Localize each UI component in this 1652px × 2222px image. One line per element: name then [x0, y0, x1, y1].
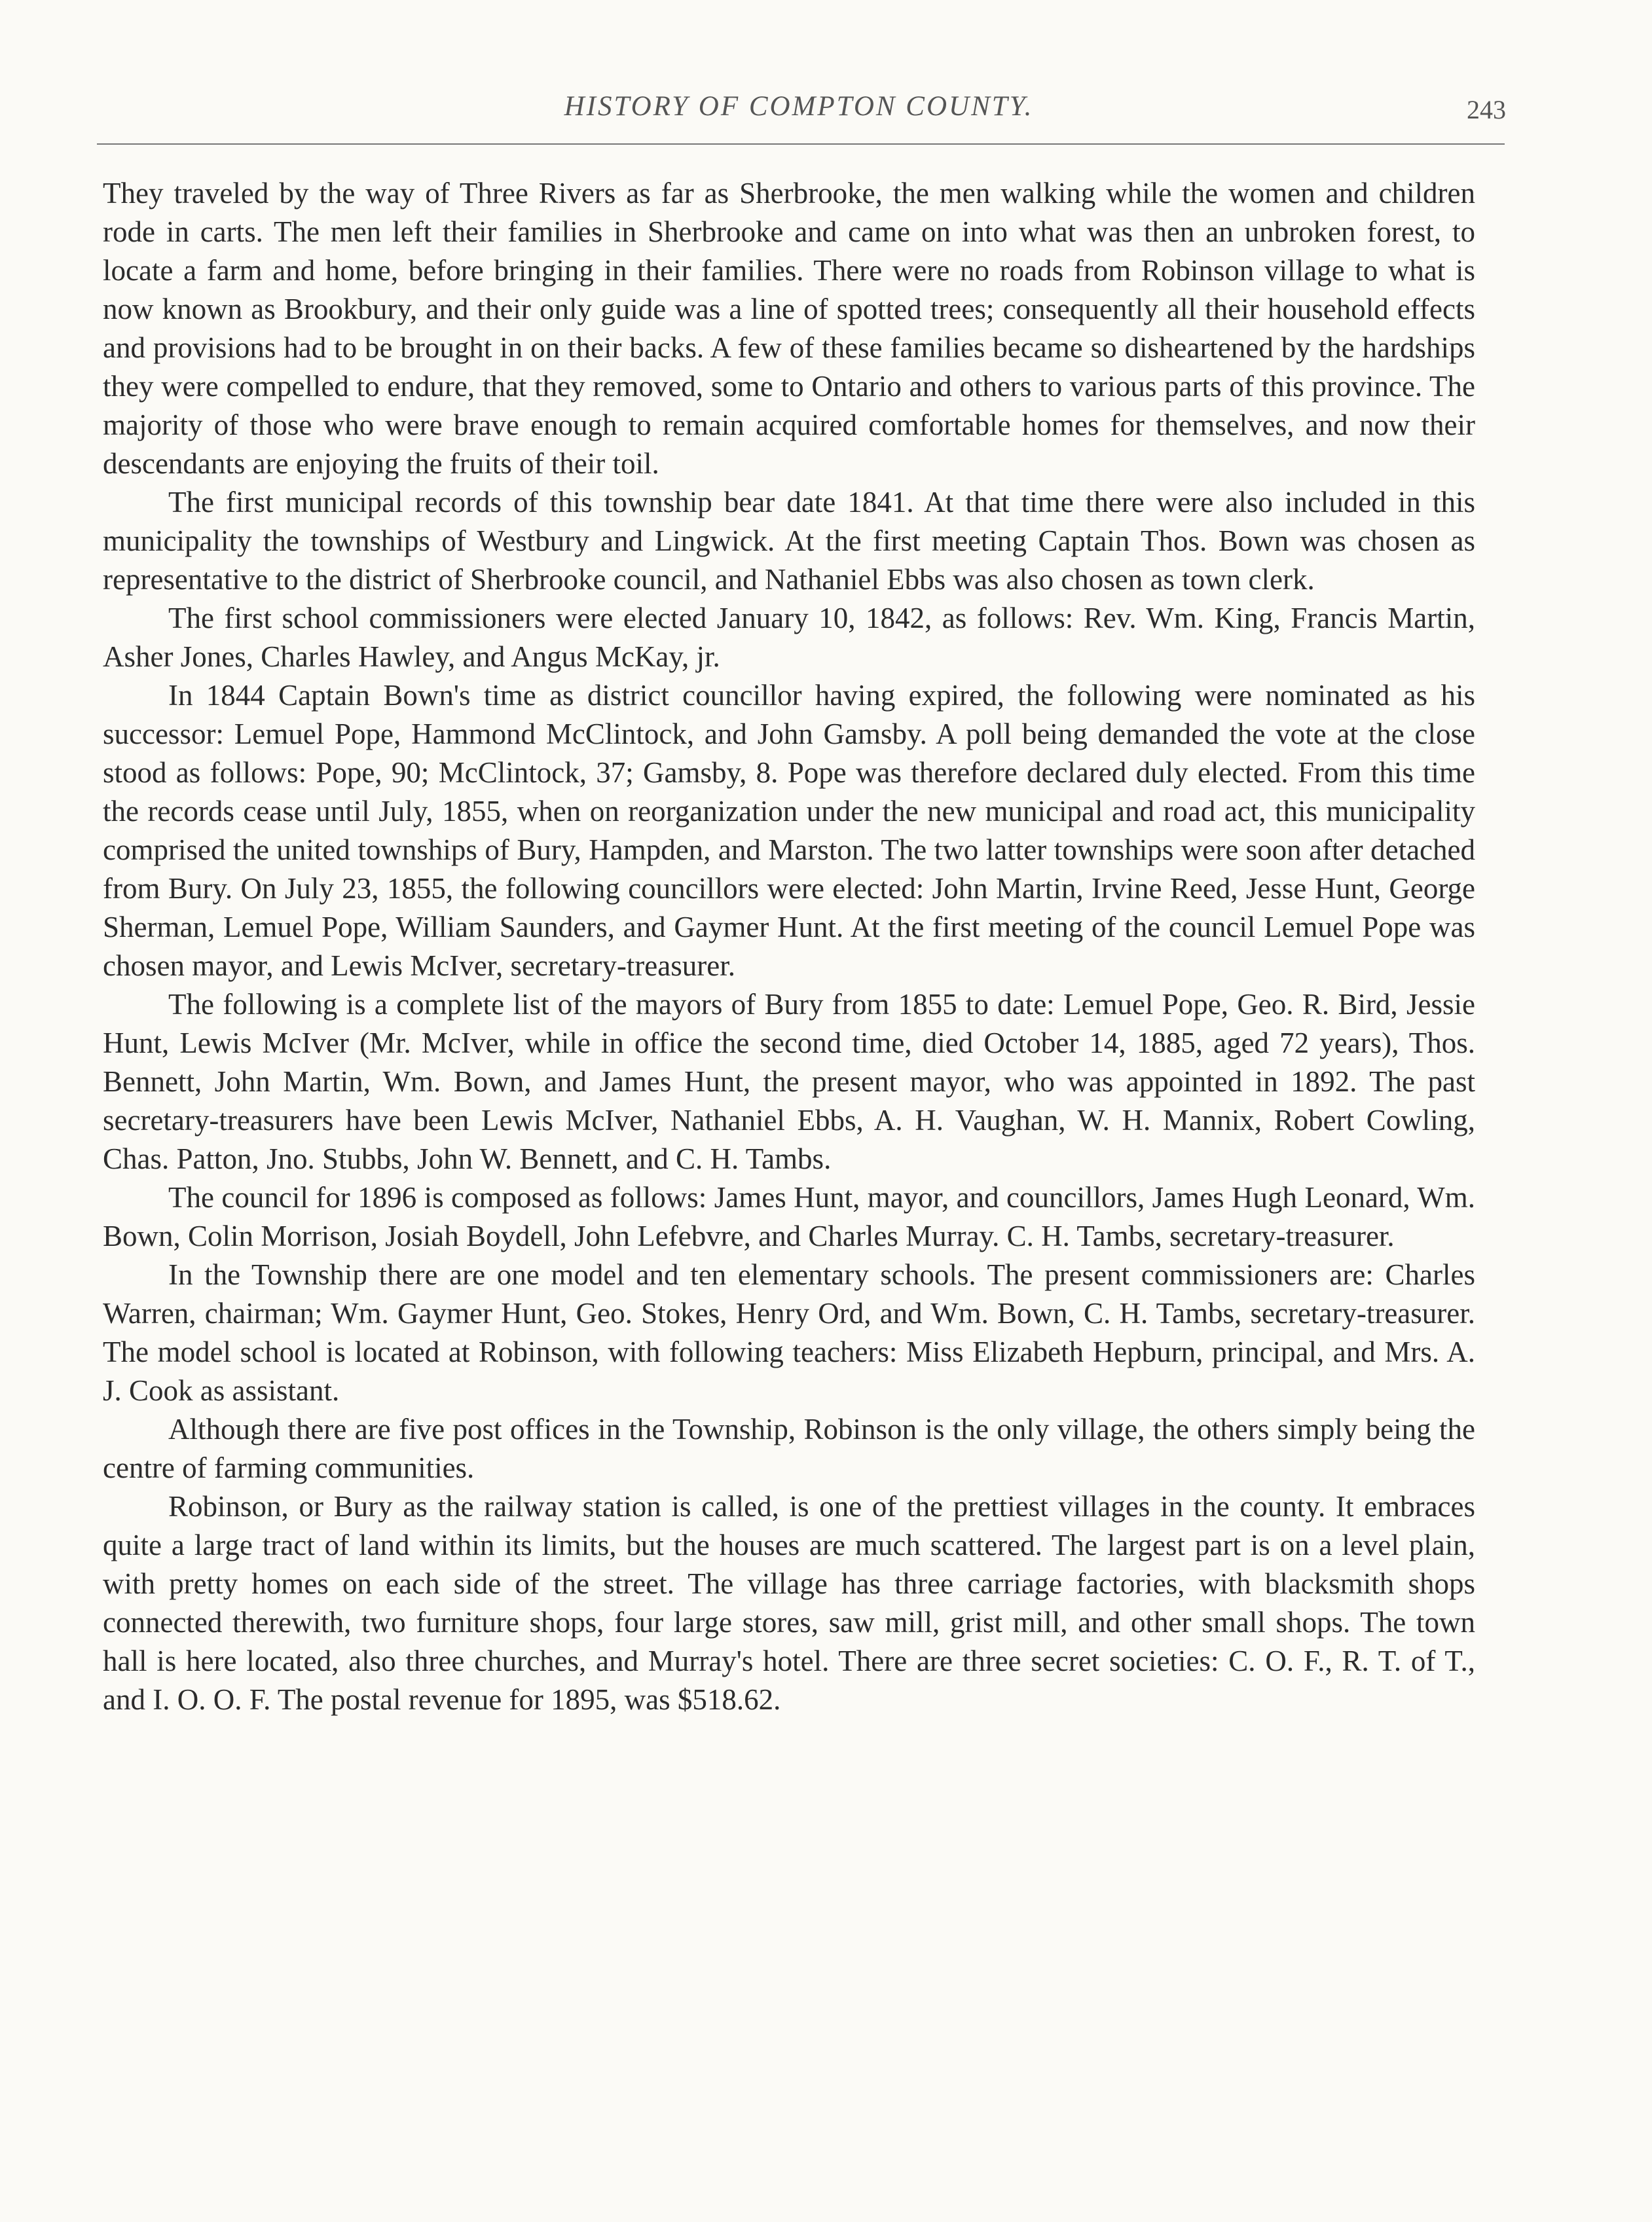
- page-number: 243: [1467, 95, 1506, 124]
- paragraph-post-offices: Although there are five post offices in the Township, Robinson is the only village, the others simply being the centre of farming communities.: [103, 1413, 1475, 1484]
- paragraph-schools: In the Township there are one model and ten elementary schools. The present commissioners are: Charles Warren, chairman; Wm. Gaymer Hunt, Geo. Stokes, Henry Ord, and Wm. Bown, C. H. Tambs, secretary-treasurer. The model school is located at Robinson, with following teachers: Miss Elizabeth Hepburn, principal, and Mrs. A. J. Cook as assistant.: [103, 1258, 1475, 1407]
- running-head: [92, 90, 1506, 143]
- paragraph-councillors-1844: In 1844 Captain Bown's time as district councillor having expired, the following were nominated as his successor: Lemuel Pope, Hammond McClintock, and John Gamsby. A poll being demanded the vote at the close stood as follows: Pope, 90; McClintock, 37; Gamsby, 8. Pope was therefore declared duly elected. From this time the records cease until July, 1855, when on reorganization under the new municipal and road act, this municipality comprised the united townships of Bury, Hampden, and Marston. The two latter townships were soon after detached from Bury. On July 23, 1855, the following councillors were elected: John Martin, Irvine Reed, Jesse Hunt, George Sherman, Lemuel Pope, William Saunders, and Gaymer Hunt. At the first meeting of the council Lemuel Pope was chosen mayor, and Lewis McIver, secretary-treasurer.: [103, 679, 1475, 982]
- running-title: HISTORY OF COMPTON COUNTY.: [564, 91, 1034, 122]
- paragraph-council-1896: The council for 1896 is composed as follows: James Hunt, mayor, and councillors, James Hugh Leonard, Wm. Bown, Colin Morrison, Josiah Boydell, John Lefebvre, and Charles Murray. C. H. Tambs, secretary-treasurer.: [103, 1181, 1475, 1252]
- header-rule: [97, 143, 1505, 145]
- paragraph-continued: They traveled by the way of Three Rivers as far as Sherbrooke, the men walking while the women and children rode in carts. The men left their families in Sherbrooke and came on into what was then an unbroken forest, to locate a farm and home, before bringing in their families. There were no roads from Robinson village to what is now known as Brookbury, and their only guide was a line of spotted trees; consequently all their household effects and provisions had to be brought in on their backs. A few of these families became so disheartened by the hardships they were compelled to endure, that they removed, some to Ontario and others to various parts of this province. The majority of those who were brave enough to remain acquired comfortable homes for themselves, and now their descendants are enjoying the fruits of their toil.: [103, 177, 1475, 480]
- paragraph-municipal-records: The first municipal records of this township bear date 1841. At that time there were also included in this municipality the townships of Westbury and Lingwick. At the first meeting Captain Thos. Bown was chosen as representative to the district of Sherbrooke council, and Nathaniel Ebbs was also chosen as town clerk.: [103, 486, 1475, 596]
- paragraph-mayors-list: The following is a complete list of the mayors of Bury from 1855 to date: Lemuel Pope, Geo. R. Bird, Jessie Hunt, Lewis McIver (Mr. McIver, while in office the second time, died October 14, 1885, aged 72 years), Thos. Bennett, John Martin, Wm. Bown, and James Hunt, the present mayor, who was appointed in 1892. The past secretary-treasurers have been Lewis McIver, Nathaniel Ebbs, A. H. Vaughan, W. H. Mannix, Robert Cowling, Chas. Patton, Jno. Stubbs, John W. Bennett, and C. H. Tambs.: [103, 988, 1475, 1175]
- body-text: [103, 174, 1475, 1719]
- paragraph-robinson-village: Robinson, or Bury as the railway station is called, is one of the prettiest villages in the county. It embraces quite a large tract of land within its limits, but the houses are much scattered. The largest part is on a level plain, with pretty homes on each side of the street. The village has three carriage factories, with blacksmith shops connected therewith, two furniture shops, four large stores, saw mill, grist mill, and other small shops. The town hall is here located, also three churches, and Murray's hotel. There are three secret societies: C. O. F., R. T. of T., and I. O. O. F. The postal revenue for 1895, was $518.62.: [103, 1490, 1475, 1716]
- paragraph-school-commissioners: The first school commissioners were elected January 10, 1842, as follows: Rev. Wm. King, Francis Martin, Asher Jones, Charles Hawley, and Angus McKay, jr.: [103, 602, 1475, 673]
